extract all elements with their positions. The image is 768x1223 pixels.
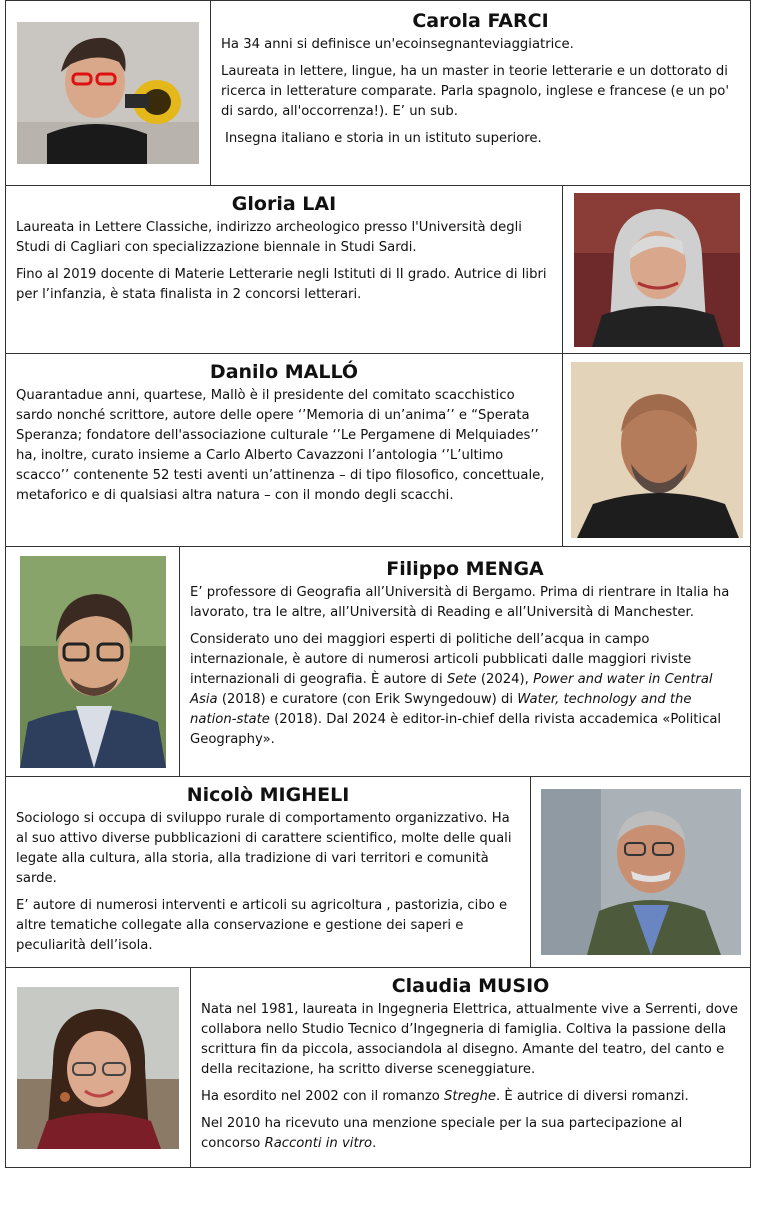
profile-card-menga bbox=[5, 546, 751, 777]
profile-photo-cell bbox=[562, 186, 750, 353]
profile-paragraph: Laureata in Lettere Classiche, indirizzo archeologico presso l'Università degli Studi di Cagliari con specializzazione biennale in Studi Sardi. bbox=[16, 220, 522, 255]
portrait-migheli-photo bbox=[541, 789, 741, 955]
profile-photo-cell bbox=[6, 547, 180, 776]
profile-name: Danilo MALLÓ bbox=[209, 361, 359, 383]
profile-photo-cell bbox=[530, 777, 750, 967]
profile-text bbox=[191, 968, 750, 1167]
profile-paragraph: Nel 2010 ha ricevuto una menzione speciale per la sua partecipazione al concorso Racconti in vitro. bbox=[201, 1116, 683, 1151]
profile-name: Claudia MUSIO bbox=[391, 975, 550, 997]
profile-text bbox=[6, 354, 562, 546]
profile-paragraph: Fino al 2019 docente di Materie Letterarie negli Istituti di II grado. Autrice di libri per l’infanzia, è stata finalista in 2 concorsi letterari. bbox=[16, 267, 547, 302]
profile-text bbox=[180, 547, 750, 776]
profile-card-mallo bbox=[5, 353, 751, 547]
profile-paragraph: Ha esordito nel 2002 con il romanzo Streghe. È autrice di diversi romanzi. bbox=[201, 1089, 689, 1104]
profile-card-farci bbox=[5, 0, 751, 186]
profile-paragraph: Quarantadue anni, quartese, Mallò è il presidente del comitato scacchistico sardo nonché scrittore, autore delle opere ‘’Memoria di un’anima’’ e “Sperata Speranza; fondatore dell'associazione culturale ‘’Le Pergamene di Melquiades’’ ha, inoltre, curato insieme a Carlo Alberto Cavazzoni l’antologia ‘’L’ultimo scacco’’ contenente 52 testi aventi un’attinenza – di tipo filosofico, concettuale, metaforico e di qualsiasi altra natura – con il mondo degli scacchi. bbox=[16, 388, 545, 503]
profile-paragraph: E’ professore di Geografia all’Università di Bergamo. Prima di rientrare in Italia ha lavorato, tra le altre, all’Università di Reading e all’Università di Manchester. bbox=[190, 585, 730, 620]
portrait-lai-photo bbox=[574, 193, 740, 347]
profile-text bbox=[6, 777, 530, 967]
profile-paragraph: Insegna italiano e storia in un istituto superiore. bbox=[225, 131, 542, 146]
profile-paragraph: Considerato uno dei maggiori esperti di politiche dell’acqua in campo internazionale, è autore di numerosi articoli pubblicati dalle maggiori riviste internazionali di geografia. È autore di Sete (2024), Power and water in Central Asia (2018) e curatore (con Erik Swyngedouw) di Water, technology and the nation-state (2018). Dal 2024 è editor-in-chief della rivista accademica «Political Geography». bbox=[190, 632, 722, 747]
portrait-musio-photo bbox=[17, 987, 179, 1149]
profile-paragraph: Nata nel 1981, laureata in Ingegneria Elettrica, attualmente vive a Serrenti, dove collabora nello Studio Tecnico d’Ingegneria di famiglia. Coltiva la passione della scrittura fin da piccola, associandola al disegno. Amante del teatro, del canto e della recitazione, ha scritto diverse sceneggiature. bbox=[201, 1002, 738, 1077]
profile-name: Nicolò MIGHELI bbox=[186, 784, 350, 806]
profile-name: Carola FARCI bbox=[412, 10, 549, 32]
portrait-mallo-photo bbox=[571, 362, 743, 538]
profile-paragraph: E’ autore di numerosi interventi e articoli su agricoltura , pastorizia, cibo e altre tematiche collegate alla conservazione e gestione dei saperi e peculiarità dell’isola. bbox=[16, 898, 508, 953]
profile-card-musio bbox=[5, 967, 751, 1168]
profile-photo-cell bbox=[6, 1, 211, 185]
portrait-menga-photo bbox=[20, 556, 166, 768]
profile-paragraph: Ha 34 anni si definisce un'ecoinsegnanteviaggiatrice. bbox=[221, 37, 574, 52]
profile-text bbox=[211, 1, 750, 185]
profile-card-migheli bbox=[5, 776, 751, 968]
profile-paragraph: Sociologo si occupa di sviluppo rurale di comportamento organizzativo. Ha al suo attivo diverse pubblicazioni di carattere scientifico, molte delle quali legate alla cultura, alla storia, alla tradizione di vari territori e comunità sarde. bbox=[16, 811, 512, 886]
profile-name: Gloria LAI bbox=[231, 193, 337, 215]
profile-text bbox=[6, 186, 562, 353]
profile-photo-cell bbox=[6, 968, 191, 1167]
profile-paragraph: Laureata in lettere, lingue, ha un master in teorie letterarie e un dottorato di ricerca in letterature comparate. Parla spagnolo, inglese e francese (e un po' di sardo, all'occorrenza!). E’ un sub. bbox=[221, 64, 729, 119]
profile-name: Filippo MENGA bbox=[386, 558, 544, 580]
portrait-farci-photo bbox=[17, 22, 199, 164]
profile-photo-cell bbox=[562, 354, 750, 546]
profile-card-lai bbox=[5, 185, 751, 354]
